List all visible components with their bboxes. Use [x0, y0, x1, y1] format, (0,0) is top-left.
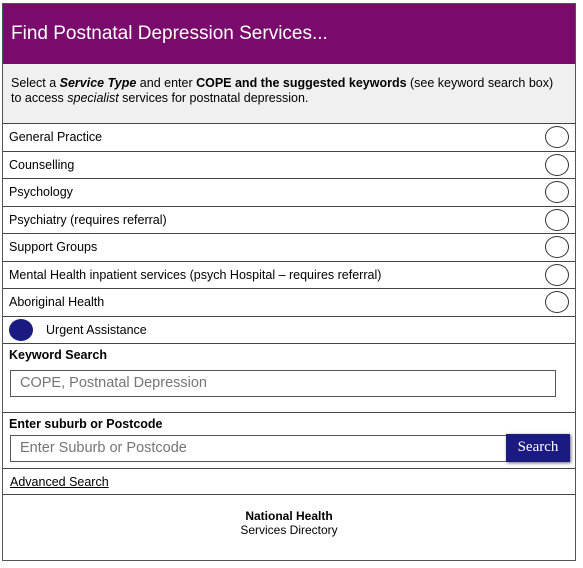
instructions [3, 64, 575, 124]
service-radio[interactable] [545, 181, 569, 203]
keyword-search-input[interactable] [10, 370, 556, 397]
location-label: Enter suburb or Postcode [9, 416, 163, 431]
service-option-psychology[interactable] [3, 179, 575, 207]
service-option-counselling[interactable] [3, 152, 575, 180]
service-radio[interactable] [545, 126, 569, 148]
panel-header [3, 4, 575, 64]
service-option-support-groups[interactable] [3, 234, 575, 262]
service-option-general-practice[interactable] [3, 124, 575, 152]
service-radio[interactable] [545, 154, 569, 176]
instructions-text: and enter [136, 76, 197, 90]
service-option-label: Psychology [9, 185, 73, 200]
footer-line-2: Services Directory [240, 522, 338, 537]
footer-line-1: National Health [245, 508, 333, 523]
specialist-emphasis: specialist [67, 91, 119, 105]
instructions-text: services for postnatal depression. [118, 91, 309, 105]
service-type-emphasis: Service Type [59, 76, 137, 90]
page-title: Find Postnatal Depression Services... [11, 23, 328, 44]
urgent-assistance-option[interactable] [3, 317, 575, 344]
search-button[interactable]: Search [506, 434, 570, 462]
service-option-label: Psychiatry (requires referral) [9, 212, 167, 227]
service-option-label: Mental Health inpatient services (psych Hospital – requires referral) [9, 267, 382, 282]
service-option-mental-health-inpatient[interactable] [3, 262, 575, 290]
instructions-text: Select a [11, 76, 60, 90]
service-option-aboriginal-health[interactable] [3, 289, 575, 317]
keyword-search-label: Keyword Search [9, 347, 107, 362]
advanced-search-row [3, 469, 575, 495]
service-option-label: General Practice [9, 130, 103, 145]
cope-emphasis: COPE and the suggested keywords [196, 76, 407, 90]
service-option-label: Support Groups [9, 240, 98, 255]
service-radio[interactable] [545, 236, 569, 258]
footer-branding [3, 495, 575, 537]
service-radio[interactable] [545, 209, 569, 231]
service-radio[interactable] [545, 264, 569, 286]
location-input-group [3, 431, 575, 463]
service-option-psychiatry[interactable] [3, 207, 575, 235]
urgent-radio[interactable] [9, 319, 33, 341]
advanced-search-link[interactable]: Advanced Search [10, 474, 109, 489]
search-panel [2, 3, 576, 561]
service-option-label: Aboriginal Health [9, 295, 105, 310]
postcode-input[interactable] [10, 435, 510, 462]
location-section [3, 413, 575, 469]
keyword-search-section [3, 344, 575, 413]
service-option-label: Counselling [9, 157, 75, 172]
service-radio[interactable] [545, 291, 569, 313]
urgent-assistance-label: Urgent Assistance [46, 322, 147, 337]
instructions-text: (see keyword search box) to access [11, 76, 554, 105]
